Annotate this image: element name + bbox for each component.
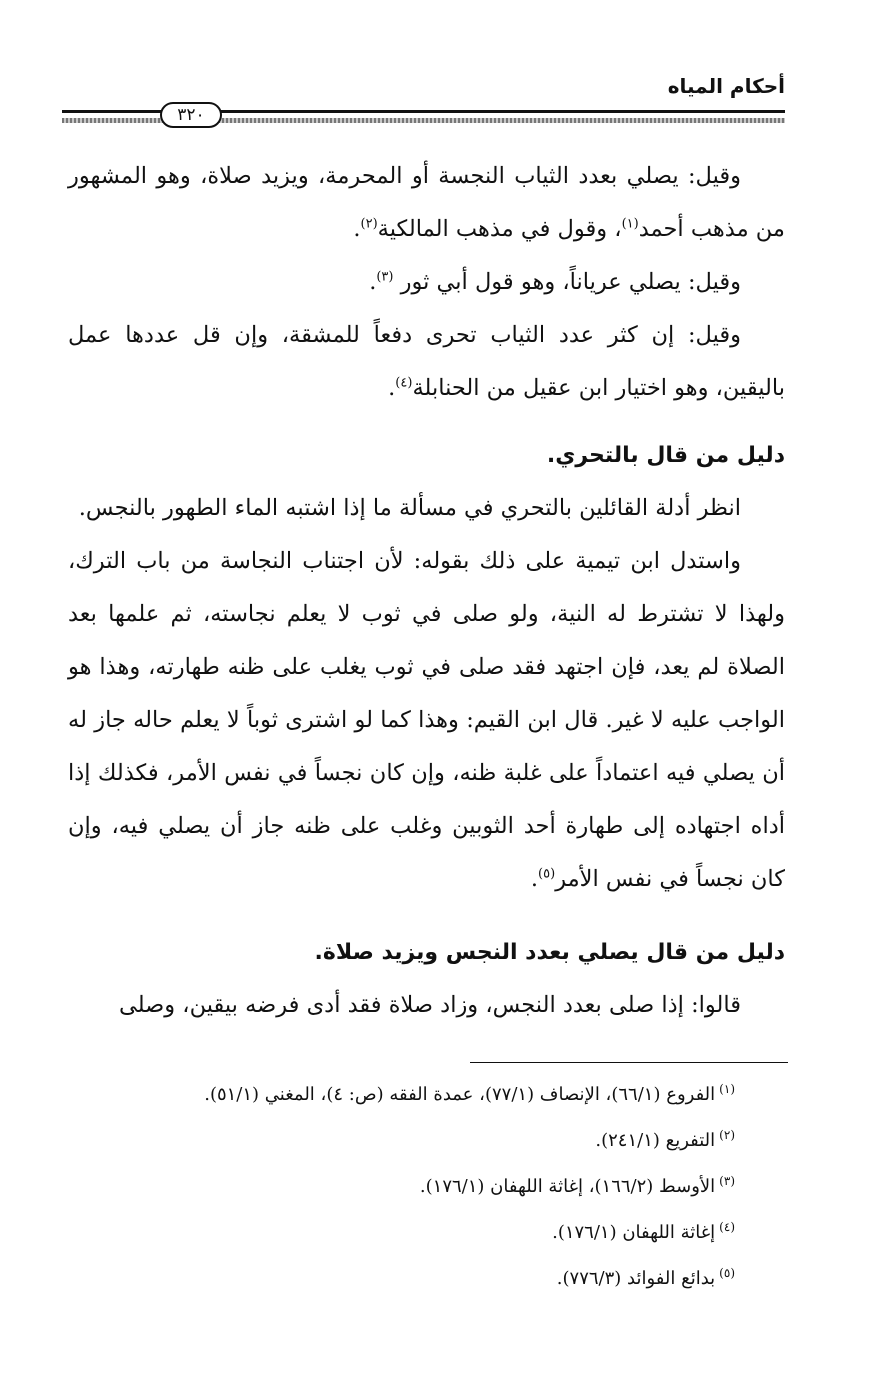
paragraph-4: انظر أدلة القائلين بالتحري في مسألة ما إذا اشتبه الماء الطهور بالنجس. xyxy=(78,495,741,521)
footnotes xyxy=(68,1072,735,1302)
paragraph-6: قالوا: إذا صلى بعدد النجس، وزاد صلاة فقد أدى فرضه بيقين، وصلى xyxy=(118,992,741,1018)
footnote-ref-3[interactable]: (٣) xyxy=(376,269,394,285)
footnote-5: $^{(٥)}$بدائع الفوائد (٧٧٦/٣). xyxy=(556,1266,735,1289)
footnote-3: $^{(٣)}$الأوسط (١٦٦/٢)، إغاثة اللهفان (١٧٦/١). xyxy=(419,1174,735,1197)
footnote-separator xyxy=(470,1062,788,1063)
paragraph-5: واستدل ابن تيمية على ذلك بقوله: لأن اجتناب النجاسة من باب الترك، ولهذا لا تشترط له النية، ولو صلى في ثوب لا يعلم نجاسته، ثم علمها بعد الصلاة لم يعد، فإن اجتهد فقد صلى في ثوب يغلب على ظنه طهارته، وهذا هو الواجب عليه لا غير. قال ابن القيم: وهذا كما لو اشترى ثوباً لا يعلم حاله جاز له أن يصلي فيه اعتماداً على غلبة ظنه، وإن كان نجساً في نفس الأمر، فكذلك إذا أداه اجتهاده إلى طهارة أحد الثوبين وغلب على ظنه جاز أن يصلي فيه، وإن كان نجساً في نفس الأمر$^{(٥)}$. xyxy=(68,548,785,892)
paragraph-2: وقيل: يصلي عرياناً، وهو قول أبي ثور $^{(٣)}$. xyxy=(369,269,741,295)
section-heading-adad-najas: دليل من قال يصلي بعدد النجس ويزيد صلاة. xyxy=(314,940,785,965)
footnote-ref-5[interactable]: (٥) xyxy=(538,866,556,882)
paragraph-1: وقيل: يصلي بعدد الثياب النجسة أو المحرمة، ويزيد صلاة، وهو المشهور من مذهب أحمد$^{(١)}$، وقول في مذهب المالكية$^{(٢)}$. xyxy=(68,163,785,242)
footnote-ref-2[interactable]: (٢) xyxy=(360,216,378,232)
footnote-4: $^{(٤)}$إغاثة اللهفان (١٧٦/١). xyxy=(552,1220,735,1243)
running-title: أحكام المياه xyxy=(667,74,785,98)
section-heading-tahari: دليل من قال بالتحري. xyxy=(546,443,785,468)
footnote-ref-1[interactable]: (١) xyxy=(621,216,639,232)
page-header xyxy=(62,68,785,128)
footnote-2: $^{(٢)}$التفريع (٢٤١/١). xyxy=(595,1128,735,1151)
footnote-ref-4[interactable]: (٤) xyxy=(395,375,413,391)
page-body xyxy=(68,150,785,1032)
page-number: ٣٢٠ xyxy=(160,102,222,128)
paragraph-3: وقيل: إن كثر عدد الثياب تحرى دفعاً للمشقة، وإن قل عددها عمل باليقين، وهو اختيار ابن عقيل من الحنابلة$^{(٤)}$. xyxy=(68,322,785,401)
footnote-1: $^{(١)}$الفروع (٦٦/١)، الإنصاف (٧٧/١)، عمدة الفقه (ص: ٤)، المغني (٥١/١). xyxy=(204,1082,735,1105)
